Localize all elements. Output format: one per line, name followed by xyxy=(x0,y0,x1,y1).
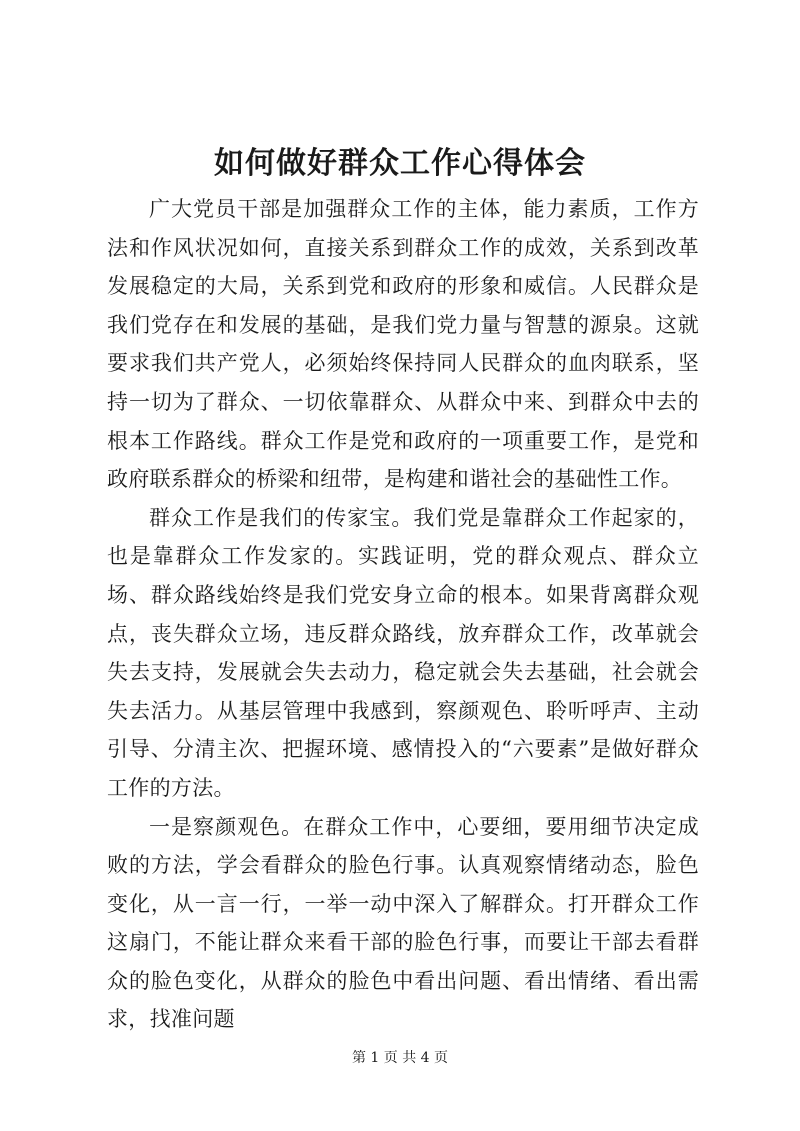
document-body xyxy=(107,190,699,1039)
paragraph-3: 一是察颜观色。在群众工作中，心要细，要用细节决定成败的方法，学会看群众的脸色行事。认真观察情绪动态，脸色变化，从一言一行，一举一动中深入了解群众。打开群众工作这扇门，不能让群众来看干部的脸色行事，而要让干部去看群众的脸色变化，从群众的脸色中看出问题、看出情绪、看出需求，找准问题 xyxy=(107,814,699,1032)
paragraph-2: 群众工作是我们的传家宝。我们党是靠群众工作起家的，也是靠群众工作发家的。实践证明，党的群众观点、群众立场、群众路线始终是我们党安身立命的根本。如果背离群众观点，丧失群众立场，违反群众路线，放弃群众工作，改革就会失去支持，发展就会失去动力，稳定就会失去基础，社会就会失去活力。从基层管理中我感到，察颜观色、聆听呼声、主动引导、分清主次、把握环境、感情投入的“六要素”是做好群众工作的方法。 xyxy=(107,505,699,800)
paragraph-1: 广大党员干部是加强群众工作的主体，能力素质，工作方法和作风状况如何，直接关系到群众工作的成效，关系到改革发展稳定的大局，关系到党和政府的形象和威信。人民群众是我们党存在和发展的基础，是我们党力量与智慧的源泉。这就要求我们共产党人，必须始终保持同人民群众的血肉联系，坚持一切为了群众、一切依靠群众、从群众中来、到群众中去的根本工作路线。群众工作是党和政府的一项重要工作，是党和政府联系群众的桥梁和纽带，是构建和谐社会的基础性工作。 xyxy=(107,197,699,492)
document-title: 如何做好群众工作心得体会 xyxy=(214,146,586,181)
page-footer: 第 1 页 共 4 页 xyxy=(351,1050,449,1066)
